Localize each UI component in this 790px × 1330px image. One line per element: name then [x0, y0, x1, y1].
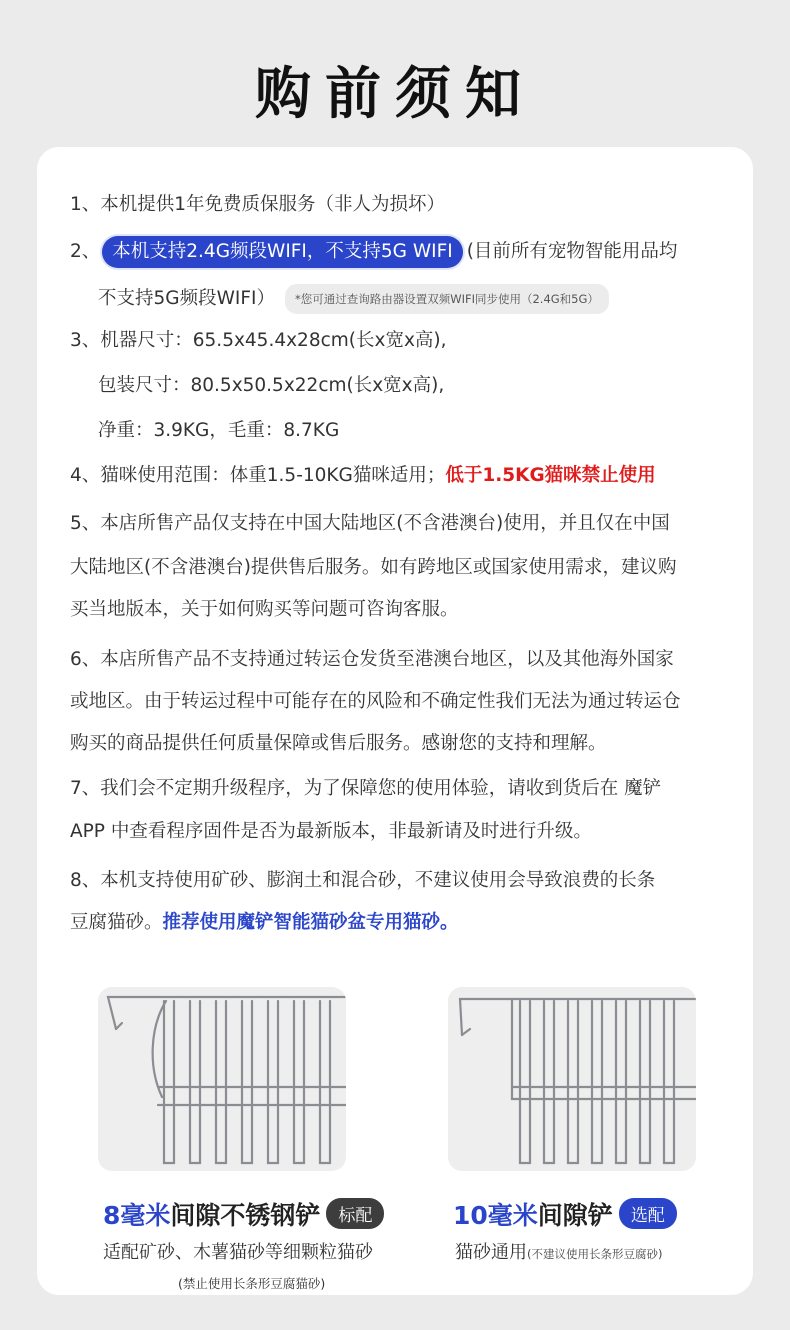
scoop-8mm-desc: 适配矿砂、木薯猫砂等细颗粒猫砂 [103, 1242, 373, 1263]
scoop-10mm-desc-main: 猫砂通用 [455, 1242, 527, 1263]
scoop-8mm-image [98, 987, 346, 1171]
wifi-tip-badge: *您可通过查询路由器设置双频WIFI同步使用（2.4G和5G） [285, 284, 609, 314]
item-number: 2、 [70, 241, 101, 262]
wifi-highlight-badge: 本机支持2.4G频段WIFI，不支持5G WIFI [102, 236, 462, 268]
standard-tag: 标配 [326, 1198, 384, 1229]
notice-item-8-line2 [70, 911, 459, 935]
litter-recommendation: 推荐使用魔铲智能猫砂盆专用猫砂。 [162, 912, 459, 933]
notice-item-2 [70, 236, 677, 268]
notice-item-3-weight: 净重：3.9KG，毛重：8.7KG [98, 420, 340, 441]
scoop-10mm-desc [455, 1238, 662, 1264]
notice-item-2-continued [98, 284, 609, 314]
scoop-8mm-note: (禁止使用长条形豆腐猫砂) [178, 1276, 326, 1291]
notice-item-5-line3: 买当地版本，关于如何购买等问题可咨询客服。 [70, 599, 459, 620]
cat-weight-range: 4、猫咪使用范围：体重1.5-10KG猫咪适用； [70, 465, 446, 486]
optional-tag: 选配 [619, 1198, 677, 1229]
scoop-10mm-spec: 10毫米 [453, 1201, 538, 1230]
scoop-10mm-note: (不建议使用长条形豆腐砂) [527, 1247, 663, 1261]
notice-item-5-line1: 5、本店所售产品仅支持在中国大陆地区(不含港澳台)使用，并且仅在中国 [70, 513, 670, 534]
notice-item-5-line2: 大陆地区(不含港澳台)提供售后服务。如有跨地区或国家使用需求，建议购 [70, 557, 677, 578]
notice-item-3-size: 3、机器尺寸：65.5x45.4x28cm(长x宽x高), [70, 330, 447, 351]
notice-item-4 [70, 464, 656, 488]
scoop-8mm-title [103, 1196, 384, 1232]
notice-item-1: 1、本机提供1年免费质保服务（非人为损坏） [70, 194, 446, 215]
scoop-8mm-name: 间隙不锈钢铲 [170, 1201, 321, 1230]
notice-item-3-package: 包装尺寸：80.5x50.5x22cm(长x宽x高), [98, 375, 445, 396]
wifi-line2: 不支持5G频段WIFI） [98, 288, 275, 309]
cat-weight-warning: 低于1.5KG猫咪禁止使用 [445, 465, 656, 486]
scoop-8mm-spec: 8毫米 [103, 1201, 171, 1230]
wifi-note-text: (目前所有宠物智能用品均 [466, 241, 678, 262]
scoop-10mm-icon [448, 987, 696, 1171]
scoop-8mm-icon [98, 987, 346, 1171]
page-title: 购前须知 [255, 62, 535, 127]
notice-item-6-line2: 或地区。由于转运过程中可能存在的风险和不确定性我们无法为通过转运仓 [70, 691, 681, 712]
notice-item-6-line1: 6、本店所售产品不支持通过转运仓发货至港澳台地区，以及其他海外国家 [70, 649, 674, 670]
scoop-10mm-image [448, 987, 696, 1171]
scoop-10mm-name: 间隙铲 [537, 1201, 613, 1230]
notice-item-6-line3: 购买的商品提供任何质量保障或售后服务。感谢您的支持和理解。 [70, 733, 607, 754]
scoop-10mm-title [453, 1196, 677, 1232]
notice-item-8-line1: 8、本机支持使用矿砂、膨润土和混合砂，不建议使用会导致浪费的长条 [70, 870, 656, 891]
litter-note: 豆腐猫砂。 [70, 912, 163, 933]
notice-item-7-line1: 7、我们会不定期升级程序，为了保障您的使用体验，请收到货后在 魔铲 [70, 778, 662, 799]
notice-item-7-line2: APP 中查看程序固件是否为最新版本，非最新请及时进行升级。 [70, 821, 592, 842]
